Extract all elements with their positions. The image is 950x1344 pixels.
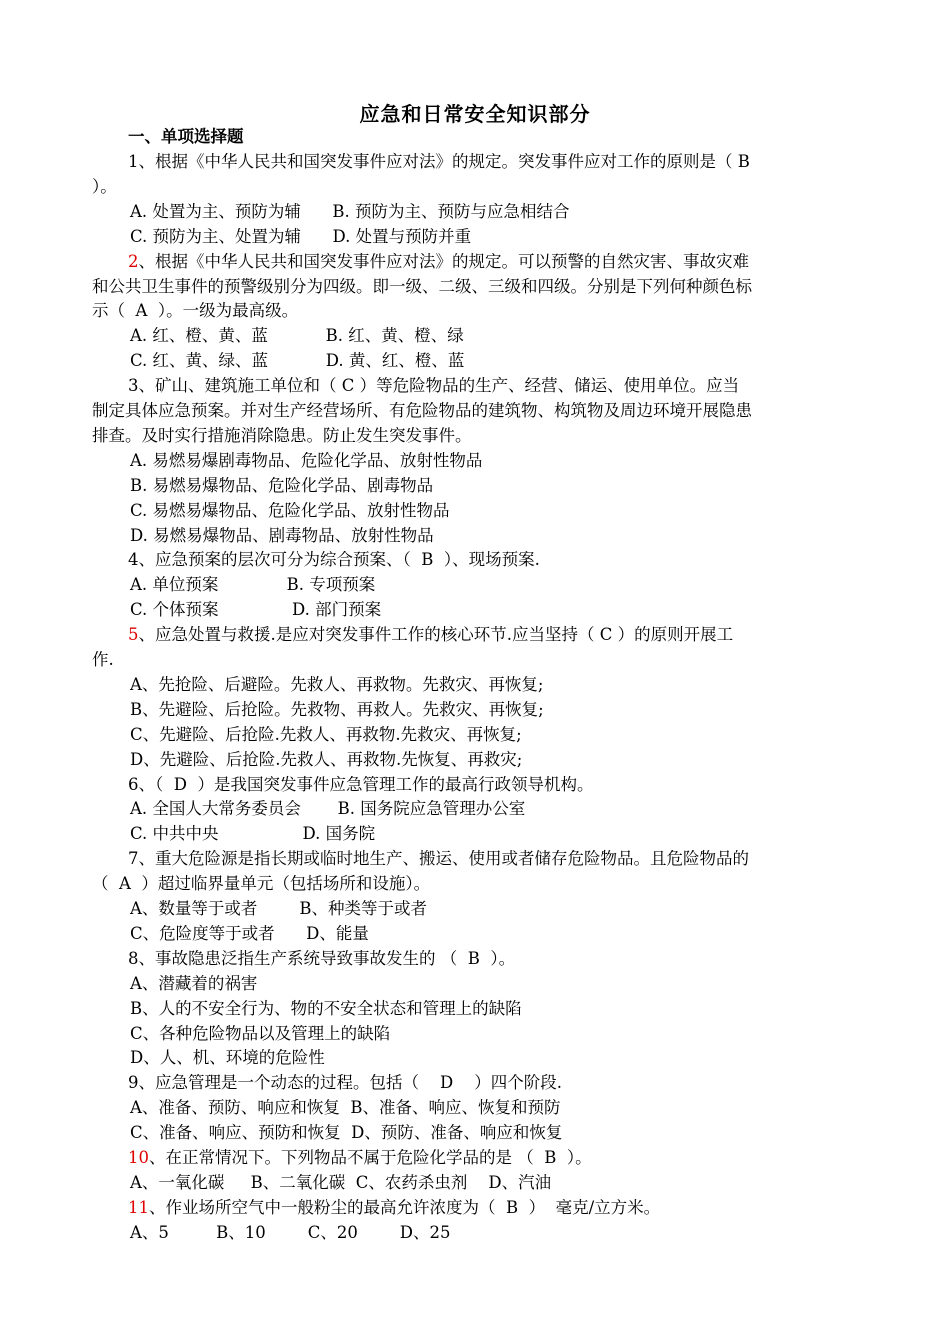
text-line: [130, 923, 369, 945]
line-text: A. 红、橙、黄、蓝 B. 红、黄、橙、绿: [130, 326, 464, 346]
line-text: 、应急预案的层次可分为综合预案、（ B ）、现场预案.: [138, 550, 540, 570]
question-line: [128, 1197, 660, 1219]
line-text: A、一氧化碳 B、二氧化碳 C、农药杀虫剂 D、汽油: [130, 1172, 552, 1192]
line-text: C、各种危险物品以及管理上的缺陷: [130, 1023, 391, 1043]
line-text: D、先避险、后抢险.先救人、再救物.先恢复、再救灾;: [130, 749, 523, 769]
line-text: 、根据《中华人民共和国突发事件应对法》的规定。突发事件应对工作的原则是（ B: [138, 152, 750, 171]
text-line: [92, 300, 298, 322]
question-line: [128, 848, 858, 870]
question-number: 3: [128, 376, 139, 396]
question-number: 5: [128, 625, 139, 645]
text-line: [130, 699, 544, 721]
question-line: [128, 948, 515, 970]
text-line: [130, 1047, 325, 1069]
line-text: B. 易燃易爆物品、危险化学品、剧毒物品: [130, 475, 434, 495]
line-text: A. 单位预案 B. 专项预案: [130, 575, 376, 595]
line-text: C、先避险、后抢险.先救人、再救物.先救灾、再恢复;: [130, 724, 522, 744]
text-line: [130, 325, 464, 347]
line-text: 、根据《中华人民共和国突发事件应对法》的规定。可以预警的自然灾害、事故灾难: [138, 251, 749, 271]
line-text: A. 处置为主、预防为辅 B. 预防为主、预防与应急相结合: [130, 201, 570, 221]
line-text: A. 全国人大常务委员会 B. 国务院应急管理办公室: [130, 799, 526, 819]
line-text: 、矿山、建筑施工单位和（ C ）等危险物品的生产、经营、储运、使用单位。应当: [138, 376, 740, 396]
section-heading: 一、单项选择题: [128, 127, 244, 146]
line-text: 、作业场所空气中一般粉尘的最高允许浓度为（ B ） 毫克/立方米。: [149, 1197, 661, 1217]
text-line: [92, 425, 472, 447]
question-number: 9: [128, 1073, 139, 1093]
line-text: ）。: [92, 176, 117, 196]
line-text: （ A ）超过临界量单元（包括场所和设施）。: [92, 874, 431, 894]
text-line: [130, 1023, 390, 1045]
question-line: [128, 549, 540, 571]
line-text: A、数量等于或者 B、种类等于或者: [130, 899, 427, 918]
text-line: [130, 823, 375, 845]
text-line: [130, 749, 522, 771]
line-text: C. 预防为主、处置为辅 D. 处置与预防并重: [130, 226, 472, 246]
line-text: A、准备、预防、响应和恢复 B、准备、响应、恢复和预防: [130, 1098, 561, 1118]
text-line: [130, 898, 427, 920]
question-number: 4: [128, 550, 139, 570]
text-line: [130, 599, 381, 621]
question-line: [128, 151, 858, 173]
question-number: 10: [128, 1148, 149, 1167]
question-number: 2: [128, 251, 139, 271]
line-text: A、5 B、10 C、20 D、25: [130, 1222, 451, 1242]
question-line: [128, 1072, 562, 1094]
line-text: 、应急管理是一个动态的过程。包括（ D ）四个阶段.: [138, 1073, 562, 1093]
text-line: [130, 973, 257, 995]
line-text: 、重大危险源是指长期或临时地生产、搬运、使用或者储存危险物品。且危险物品的: [138, 849, 749, 869]
text-line: [92, 276, 858, 298]
line-text: C. 易燃易爆物品、危险化学品、放射性物品: [130, 500, 450, 520]
text-line: [130, 674, 543, 696]
text-line: [130, 475, 433, 497]
question-number: 1: [128, 152, 139, 171]
line-text: A. 易燃易爆剧毒物品、危险化学品、放射性物品: [130, 450, 483, 470]
question-line: [128, 375, 858, 397]
text-line: [92, 176, 117, 198]
line-text: C. 中共中央 D. 国务院: [130, 824, 376, 844]
text-line: [130, 724, 522, 746]
text-line: [130, 574, 375, 596]
text-line: [130, 1222, 451, 1244]
line-text: 、应急处置与救援.是应对突发事件工作的核心环节.应当坚持（ C ）的原则开展工: [138, 625, 734, 645]
line-text: B、人的不安全行为、物的不安全状态和管理上的缺陷: [130, 998, 522, 1018]
text-line: [130, 226, 471, 248]
line-text: C、危险度等于或者 D、能量: [130, 923, 369, 943]
line-text: 制定具体应急预案。并对生产经营场所、有危险物品的建筑物、构筑物及周边环境开展隐患: [92, 401, 752, 420]
line-text: 、事故隐患泛指生产系统导致事故发生的 （ B ）。: [138, 948, 516, 968]
text-line: [130, 500, 450, 522]
text-line: [130, 1097, 561, 1119]
line-text: 作.: [92, 650, 114, 669]
question-number: 7: [128, 849, 139, 869]
text-line: [130, 525, 434, 547]
question-line: [128, 1147, 592, 1169]
line-text: 、（ D ）是我国突发事件应急管理工作的最高行政领导机构。: [138, 774, 594, 794]
text-line: [130, 350, 464, 372]
line-text: C. 红、黄、绿、蓝 D. 黄、红、橙、蓝: [130, 351, 465, 371]
question-line: [128, 774, 593, 796]
question-number: 11: [128, 1197, 149, 1217]
line-text: A、潜藏着的祸害: [130, 973, 258, 993]
line-text: 和公共卫生事件的预警级别分为四级。即一级、二级、三级和四级。分别是下列何种颜色标: [92, 276, 752, 296]
text-line: [130, 798, 525, 820]
line-text: C. 个体预案 D. 部门预案: [130, 600, 382, 620]
text-line: [130, 998, 522, 1020]
text-line: [92, 649, 114, 671]
question-number: 6: [128, 774, 139, 794]
text-line: [92, 400, 858, 422]
line-text: 排查。及时实行措施消除隐患。防止发生突发事件。: [92, 425, 472, 445]
text-line: [130, 201, 570, 223]
line-text: 示（ A ）。一级为最高级。: [92, 301, 299, 321]
page-title: 应急和日常安全知识部分: [359, 102, 591, 126]
line-text: B、先避险、后抢险。先救物、再救人。先救灾、再恢复;: [130, 699, 544, 719]
line-text: 、在正常情况下。下列物品不属于危险化学品的是 （ B ）。: [149, 1148, 592, 1167]
question-number: 8: [128, 948, 139, 968]
question-line: [128, 251, 858, 273]
line-text: D. 易燃易爆物品、剧毒物品、放射性物品: [130, 525, 434, 545]
line-text: A、先抢险、后避险。先救人、再救物。先救灾、再恢复;: [130, 674, 544, 694]
text-line: [130, 1122, 562, 1144]
question-line: [128, 624, 858, 646]
line-text: C、准备、响应、预防和恢复 D、预防、准备、响应和恢复: [130, 1123, 563, 1143]
text-line: [130, 1172, 551, 1194]
line-text: D、人、机、环境的危险性: [130, 1048, 325, 1068]
text-line: [92, 873, 430, 895]
text-line: [130, 450, 482, 472]
